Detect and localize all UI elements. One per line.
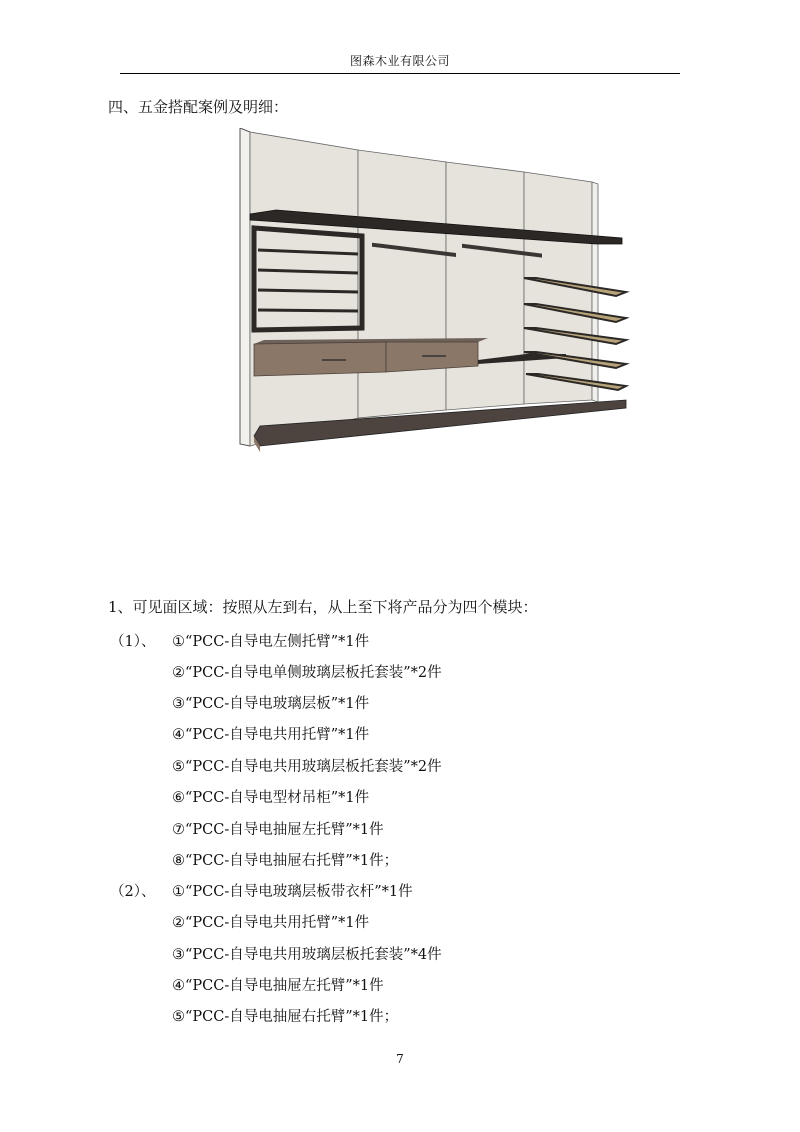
list-item: ③“PCC-自导电玻璃层板”*1件 [172, 696, 370, 712]
list-item: ⑧“PCC-自导电抽屉右托臂”*1件； [172, 853, 399, 869]
group-1-label: （1）、 [110, 634, 156, 650]
list-item: ⑤“PCC-自导电共用玻璃层板托套装”*2件 [172, 759, 442, 775]
group-2-label: （2）、 [110, 884, 156, 900]
list-item: ⑤“PCC-自导电抽屉右托臂”*1件； [172, 1009, 399, 1025]
list-item: ⑥“PCC-自导电型材吊柜”*1件 [172, 790, 370, 806]
list-item: ⑦“PCC-自导电抽屉左托臂”*1件 [172, 822, 384, 838]
wall-panel-2 [358, 150, 446, 418]
intro-paragraph: 1、可见面区域：按照从左到右，从上至下将产品分为四个模块： [108, 598, 538, 616]
wardrobe-hardware-illustration [236, 128, 631, 456]
list-item: ①“PCC-自导电玻璃层板带衣杆”*1件 [172, 884, 413, 900]
header-divider [120, 73, 680, 74]
list-item: ④“PCC-自导电抽屉左托臂”*1件 [172, 978, 384, 994]
section-title: 四、五金搭配案例及明细： [108, 98, 289, 116]
list-item: ①“PCC-自导电左侧托臂”*1件 [172, 634, 370, 650]
left-post [240, 128, 250, 446]
list-item: ②“PCC-自导电单侧玻璃层板托套装”*2件 [172, 665, 442, 681]
list-item: ③“PCC-自导电共用玻璃层板托套装”*4件 [172, 947, 442, 963]
wall-panel-3 [446, 162, 524, 410]
list-item: ②“PCC-自导电共用托臂”*1件 [172, 915, 370, 931]
page-header-company: 图森木业有限公司 [349, 54, 450, 68]
page-number: 7 [396, 1052, 404, 1066]
list-item: ④“PCC-自导电共用托臂”*1件 [172, 727, 370, 743]
